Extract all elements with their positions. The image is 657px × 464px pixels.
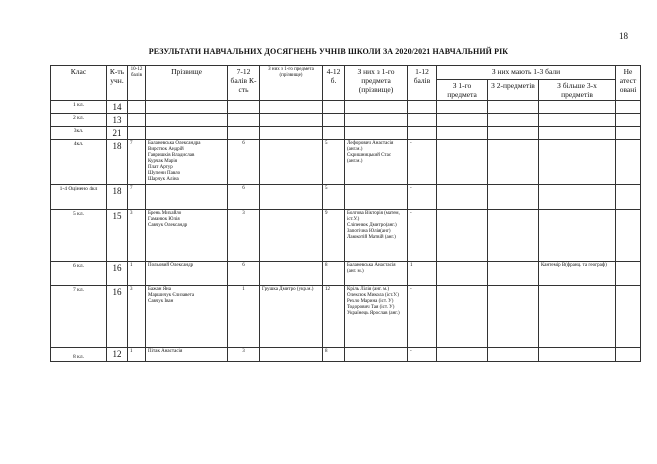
cell-grade-4-12 [323, 114, 345, 127]
cell-sub-more3 [539, 348, 616, 362]
cell-count: 12 [107, 348, 128, 362]
header-sub-one: З 1-го предмета [437, 80, 488, 101]
cell-class: 3кл. [51, 127, 107, 140]
cell-sub-two [488, 262, 539, 286]
cell-not-certified [616, 140, 641, 185]
cell-names-7-12 [260, 262, 323, 286]
cell-sub-two [488, 140, 539, 185]
cell-grade-10-12 [128, 101, 146, 114]
cell-sub-more3 [539, 185, 616, 210]
cell-not-certified [616, 348, 641, 362]
cell-grade-1-12: - [408, 140, 437, 185]
cell-names-7-12 [260, 140, 323, 185]
results-table [50, 65, 641, 362]
cell-names-10-12 [146, 127, 228, 140]
cell-class: 6 кл. [51, 262, 107, 286]
cell-grade-10-12: 3 [128, 210, 146, 262]
cell-grade-1-12 [408, 101, 437, 114]
cell-sub-one [437, 185, 488, 210]
header-surname: Прізвище [146, 66, 228, 101]
document-title: РЕЗУЛЬТАТИ НАВЧАЛЬНИХ ДОСЯГНЕНЬ УЧНІВ ШКОЛИ ЗА 2020/2021 НАВЧАЛЬНИЙ РІК [148, 47, 509, 56]
cell-names-10-12 [146, 185, 228, 210]
cell-names-4-12 [345, 101, 408, 114]
cell-grade-4-12: 5 [323, 140, 345, 185]
header-sub-two: З 2-предметів [488, 80, 539, 101]
cell-grade-10-12: 1 [128, 348, 146, 362]
header-grade-4-12: 4-12 б. [323, 66, 345, 101]
cell-grade-7-12: 6 [228, 262, 260, 286]
cell-sub-one [437, 114, 488, 127]
cell-grade-10-12 [128, 114, 146, 127]
cell-sub-more3 [539, 140, 616, 185]
cell-grade-1-12 [408, 114, 437, 127]
cell-grade-1-12: - [408, 185, 437, 210]
cell-not-certified [616, 262, 641, 286]
cell-class: 5 кл. [51, 210, 107, 262]
cell-names-7-12 [260, 348, 323, 362]
cell-count: 16 [107, 262, 128, 286]
header-row-1 [51, 66, 641, 80]
cell-class: 4кл. [51, 140, 107, 185]
table-row [51, 262, 641, 286]
cell-not-certified [616, 114, 641, 127]
cell-sub-more3 [539, 114, 616, 127]
header-have-1-3: З них мають 1-3 бали [437, 66, 616, 80]
cell-not-certified [616, 185, 641, 210]
cell-grade-4-12: 9 [323, 210, 345, 262]
table-row [51, 210, 641, 262]
table-row [51, 185, 641, 210]
header-not-certified: Не атест овані [616, 66, 641, 101]
cell-names-7-12 [260, 114, 323, 127]
cell-count: 16 [107, 286, 128, 348]
cell-sub-two [488, 101, 539, 114]
cell-count: 14 [107, 101, 128, 114]
cell-names-7-12: Грушка Дмитро (укр.м.) [260, 286, 323, 348]
cell-sub-two [488, 185, 539, 210]
cell-count: 15 [107, 210, 128, 262]
cell-grade-7-12 [228, 101, 260, 114]
table-row [51, 114, 641, 127]
cell-sub-one [437, 262, 488, 286]
cell-sub-two [488, 127, 539, 140]
cell-names-10-12: Баланевська Олександра Вирстюк Андрій Гавришків Владислав Курчак Марія Плат Артур Шупени Павло Шарчук Аліна [146, 140, 228, 185]
cell-names-10-12 [146, 101, 228, 114]
cell-grade-1-12 [408, 127, 437, 140]
cell-names-7-12 [260, 210, 323, 262]
cell-names-10-12: Польовий Олександр [146, 262, 228, 286]
cell-names-4-12: Кріль Лілія (анг. м.) Олексюк Микола (іст.У.) Рехло Марина (іст. У) Тодорович Тая (іст. У) Українець Ярослав (анг.) [345, 286, 408, 348]
cell-grade-7-12 [228, 114, 260, 127]
cell-grade-4-12 [323, 127, 345, 140]
header-one-subject-4: З них з 1-го предмета (прізвище) [345, 66, 408, 101]
cell-names-4-12 [345, 348, 408, 362]
cell-grade-10-12 [128, 127, 146, 140]
cell-grade-1-12: - [408, 348, 437, 362]
cell-sub-one [437, 140, 488, 185]
cell-grade-1-12: 1 [408, 262, 437, 286]
cell-grade-7-12 [228, 127, 260, 140]
header-grade-10-12: 10-12 балів [128, 66, 146, 101]
cell-sub-more3 [539, 127, 616, 140]
cell-names-4-12 [345, 185, 408, 210]
cell-sub-two [488, 210, 539, 262]
cell-grade-4-12: 8 [323, 348, 345, 362]
cell-class: 7 кл. [51, 286, 107, 348]
cell-names-4-12: Болгова Вікторія (матем, іст.У.) Сліпенюк Дмитро(анг.) Запотічна Юлія(анг) Лаюкотій Матвій (анг.) [345, 210, 408, 262]
cell-grade-10-12: 3 [128, 286, 146, 348]
table-row [51, 286, 641, 348]
table-row [51, 127, 641, 140]
page-number: 18 [619, 31, 628, 41]
cell-grade-1-12: - [408, 210, 437, 262]
cell-not-certified [616, 127, 641, 140]
cell-sub-more3 [539, 286, 616, 348]
cell-names-4-12: Лефорович Анастасія (анг.м.) Скришницький Стас (анг.м.) [345, 140, 408, 185]
cell-grade-7-12: 3 [228, 210, 260, 262]
header-class: Клас [51, 66, 107, 101]
header-grade-1-12: 1-12 балів [408, 66, 437, 101]
header-grade-7-12: 7-12 балів К-сть [228, 66, 260, 101]
cell-sub-two [488, 286, 539, 348]
cell-names-7-12 [260, 101, 323, 114]
cell-class: 8 кл. [51, 348, 107, 362]
cell-sub-one [437, 210, 488, 262]
cell-names-4-12: Баланевська Анастасія (анг. м.) [345, 262, 408, 286]
header-one-subject-7: З них з 1-го предмета (прізвище) [260, 66, 323, 101]
table-row [51, 101, 641, 114]
cell-grade-4-12 [323, 101, 345, 114]
cell-count: 21 [107, 127, 128, 140]
cell-grade-4-12: 8 [323, 262, 345, 286]
cell-sub-two [488, 114, 539, 127]
cell-names-10-12 [146, 114, 228, 127]
table-row [51, 348, 641, 362]
header-sub-more3: З більше 3-х предметів [539, 80, 616, 101]
cell-grade-1-12: - [408, 286, 437, 348]
cell-names-4-12 [345, 127, 408, 140]
cell-sub-two [488, 348, 539, 362]
cell-names-10-12: Пітак Анастасія [146, 348, 228, 362]
cell-names-7-12 [260, 185, 323, 210]
cell-class: 1 кл. [51, 101, 107, 114]
cell-not-certified [616, 101, 641, 114]
cell-grade-7-12: 6 [228, 185, 260, 210]
cell-grade-10-12: 7 [128, 185, 146, 210]
cell-sub-more3 [539, 101, 616, 114]
cell-sub-one [437, 101, 488, 114]
cell-names-10-12: Брень Михайло Гаманюк Юлія Савчук Олександр [146, 210, 228, 262]
cell-count: 18 [107, 185, 128, 210]
cell-grade-7-12: 1 [228, 286, 260, 348]
cell-grade-10-12: 7 [128, 140, 146, 185]
cell-count: 18 [107, 140, 128, 185]
cell-sub-one [437, 127, 488, 140]
cell-names-4-12 [345, 114, 408, 127]
cell-names-7-12 [260, 127, 323, 140]
header-count: К-ть учн. [107, 66, 128, 101]
cell-class: 2 кл. [51, 114, 107, 127]
cell-sub-one [437, 286, 488, 348]
cell-names-10-12: Бажан Яна Маршичук Єлизавета Савчук Іван [146, 286, 228, 348]
cell-sub-more3 [539, 210, 616, 262]
cell-not-certified [616, 210, 641, 262]
cell-not-certified [616, 286, 641, 348]
cell-grade-7-12: 6 [228, 140, 260, 185]
cell-grade-4-12: 12 [323, 286, 345, 348]
cell-sub-one [437, 348, 488, 362]
cell-count: 13 [107, 114, 128, 127]
table-row [51, 140, 641, 185]
cell-class: 1-4 Оцінено 4кл [51, 185, 107, 210]
cell-sub-more3: Кантемір В(франц. та географ) [539, 262, 616, 286]
cell-grade-4-12: 5 [323, 185, 345, 210]
cell-grade-10-12: 1 [128, 262, 146, 286]
cell-grade-7-12: 3 [228, 348, 260, 362]
